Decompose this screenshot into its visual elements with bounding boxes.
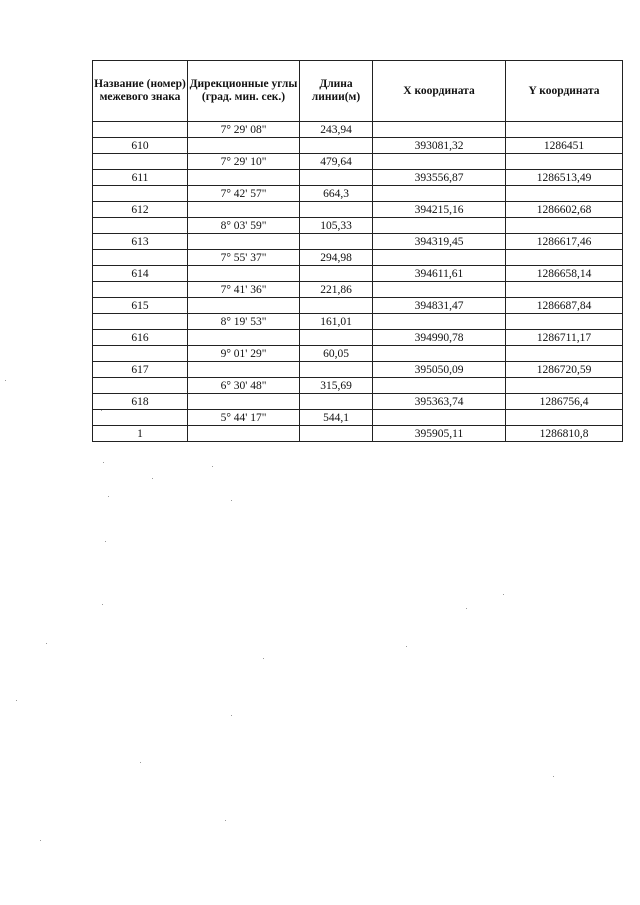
scan-speck xyxy=(103,462,104,463)
cell-line-length: 221,86 xyxy=(300,282,373,298)
cell-line-length: 60,05 xyxy=(300,346,373,362)
table-row xyxy=(93,250,623,266)
cell-y-coordinate: 1286602,68 xyxy=(506,202,623,218)
cell-y-coordinate: 1286810,8 xyxy=(506,426,623,442)
table-row xyxy=(93,234,623,250)
cell-direction-angle xyxy=(188,202,300,218)
table-row xyxy=(93,410,623,426)
cell-x-coordinate xyxy=(373,122,506,138)
table-row xyxy=(93,218,623,234)
scan-speck xyxy=(105,541,106,542)
cell-direction-angle: 8° 03' 59" xyxy=(188,218,300,234)
cell-x-coordinate xyxy=(373,154,506,170)
cell-y-coordinate xyxy=(506,314,623,330)
cell-y-coordinate xyxy=(506,154,623,170)
cell-direction-angle xyxy=(188,362,300,378)
cell-marker-name: 617 xyxy=(93,362,188,378)
header-x-coordinate: X координата xyxy=(373,61,506,122)
cell-x-coordinate xyxy=(373,346,506,362)
table-row xyxy=(93,314,623,330)
cell-direction-angle xyxy=(188,266,300,282)
cell-marker-name xyxy=(93,346,188,362)
scan-speck xyxy=(231,500,232,501)
scan-speck xyxy=(553,776,554,777)
cell-marker-name xyxy=(93,410,188,426)
cell-line-length xyxy=(300,330,373,346)
cell-direction-angle: 9° 01' 29" xyxy=(188,346,300,362)
cell-marker-name xyxy=(93,282,188,298)
cell-y-coordinate xyxy=(506,346,623,362)
scan-speck xyxy=(101,410,102,411)
table-row xyxy=(93,282,623,298)
cell-marker-name: 610 xyxy=(93,138,188,154)
table-row xyxy=(93,394,623,410)
scan-speck xyxy=(46,643,47,644)
scan-speck xyxy=(231,715,232,716)
cell-x-coordinate: 394611,61 xyxy=(373,266,506,282)
cell-y-coordinate: 1286513,49 xyxy=(506,170,623,186)
table-header-row xyxy=(93,61,623,122)
cell-marker-name: 613 xyxy=(93,234,188,250)
table-row xyxy=(93,298,623,314)
cell-x-coordinate xyxy=(373,282,506,298)
header-y-coordinate: Y координата xyxy=(506,61,623,122)
cell-y-coordinate xyxy=(506,250,623,266)
cell-x-coordinate xyxy=(373,186,506,202)
cell-marker-name: 1 xyxy=(93,426,188,442)
cell-line-length: 544,1 xyxy=(300,410,373,426)
cell-direction-angle: 5° 44' 17" xyxy=(188,410,300,426)
cell-line-length xyxy=(300,394,373,410)
table-row xyxy=(93,170,623,186)
scan-speck xyxy=(466,608,467,609)
cell-direction-angle: 7° 41' 36" xyxy=(188,282,300,298)
cell-line-length xyxy=(300,266,373,282)
cell-y-coordinate xyxy=(506,282,623,298)
cell-x-coordinate xyxy=(373,250,506,266)
cell-direction-angle: 7° 29' 10" xyxy=(188,154,300,170)
cell-marker-name xyxy=(93,218,188,234)
cell-marker-name xyxy=(93,314,188,330)
scan-speck xyxy=(225,820,226,821)
cell-line-length xyxy=(300,234,373,250)
cell-direction-angle: 8° 19' 53" xyxy=(188,314,300,330)
cell-x-coordinate: 393081,32 xyxy=(373,138,506,154)
cell-line-length: 315,69 xyxy=(300,378,373,394)
cell-marker-name: 618 xyxy=(93,394,188,410)
table-row xyxy=(93,346,623,362)
cell-marker-name: 616 xyxy=(93,330,188,346)
table-row xyxy=(93,138,623,154)
scan-speck xyxy=(263,658,264,659)
scan-speck xyxy=(40,840,41,841)
cell-line-length: 243,94 xyxy=(300,122,373,138)
scan-speck xyxy=(5,380,6,381)
cell-direction-angle: 7° 29' 08" xyxy=(188,122,300,138)
cell-y-coordinate xyxy=(506,218,623,234)
cell-y-coordinate: 1286617,46 xyxy=(506,234,623,250)
table-row xyxy=(93,362,623,378)
cell-x-coordinate xyxy=(373,314,506,330)
table-row xyxy=(93,378,623,394)
cell-marker-name: 614 xyxy=(93,266,188,282)
cell-marker-name: 612 xyxy=(93,202,188,218)
cell-direction-angle xyxy=(188,426,300,442)
boundary-coordinates-table xyxy=(92,60,623,442)
cell-direction-angle: 7° 42' 57" xyxy=(188,186,300,202)
cell-marker-name xyxy=(93,122,188,138)
table-row xyxy=(93,122,623,138)
cell-y-coordinate xyxy=(506,122,623,138)
scan-speck xyxy=(406,646,407,647)
cell-x-coordinate: 395050,09 xyxy=(373,362,506,378)
cell-x-coordinate: 395905,11 xyxy=(373,426,506,442)
cell-marker-name xyxy=(93,186,188,202)
cell-y-coordinate: 1286687,84 xyxy=(506,298,623,314)
cell-line-length xyxy=(300,362,373,378)
cell-x-coordinate xyxy=(373,410,506,426)
cell-y-coordinate: 1286658,14 xyxy=(506,266,623,282)
scan-speck xyxy=(108,496,109,497)
cell-direction-angle xyxy=(188,330,300,346)
cell-x-coordinate: 394215,16 xyxy=(373,202,506,218)
cell-direction-angle xyxy=(188,394,300,410)
cell-y-coordinate: 1286720,59 xyxy=(506,362,623,378)
cell-marker-name: 611 xyxy=(93,170,188,186)
table-row xyxy=(93,266,623,282)
cell-x-coordinate: 394319,45 xyxy=(373,234,506,250)
cell-line-length xyxy=(300,170,373,186)
cell-marker-name xyxy=(93,378,188,394)
cell-x-coordinate xyxy=(373,218,506,234)
cell-marker-name xyxy=(93,250,188,266)
cell-line-length: 294,98 xyxy=(300,250,373,266)
cell-line-length: 479,64 xyxy=(300,154,373,170)
cell-x-coordinate: 395363,74 xyxy=(373,394,506,410)
cell-direction-angle: 6° 30' 48" xyxy=(188,378,300,394)
cell-line-length xyxy=(300,426,373,442)
header-marker-name: Название (номер) межевого знака xyxy=(93,61,188,122)
scan-speck xyxy=(503,594,504,595)
scan-speck xyxy=(140,762,141,763)
header-direction-angle: Дирекционные углы (град. мин. сек.) xyxy=(188,61,300,122)
cell-marker-name xyxy=(93,154,188,170)
cell-x-coordinate: 394831,47 xyxy=(373,298,506,314)
table-body xyxy=(93,122,623,442)
cell-y-coordinate xyxy=(506,378,623,394)
scan-speck xyxy=(152,478,153,479)
cell-marker-name: 615 xyxy=(93,298,188,314)
cell-y-coordinate: 1286756,4 xyxy=(506,394,623,410)
cell-direction-angle xyxy=(188,234,300,250)
cell-x-coordinate xyxy=(373,378,506,394)
cell-y-coordinate: 1286451 xyxy=(506,138,623,154)
scan-speck xyxy=(212,466,213,467)
cell-y-coordinate xyxy=(506,410,623,426)
cell-y-coordinate: 1286711,17 xyxy=(506,330,623,346)
cell-direction-angle xyxy=(188,170,300,186)
cell-direction-angle xyxy=(188,298,300,314)
header-line-length: Длина линии(м) xyxy=(300,61,373,122)
table-row xyxy=(93,154,623,170)
scan-speck xyxy=(16,700,17,701)
cell-line-length: 105,33 xyxy=(300,218,373,234)
table-row xyxy=(93,426,623,442)
cell-line-length: 161,01 xyxy=(300,314,373,330)
cell-direction-angle xyxy=(188,138,300,154)
table-row xyxy=(93,330,623,346)
table-row xyxy=(93,186,623,202)
cell-x-coordinate: 394990,78 xyxy=(373,330,506,346)
cell-line-length xyxy=(300,138,373,154)
scan-speck xyxy=(102,604,103,605)
cell-y-coordinate xyxy=(506,186,623,202)
cell-direction-angle: 7° 55' 37" xyxy=(188,250,300,266)
cell-line-length: 664,3 xyxy=(300,186,373,202)
table-row xyxy=(93,202,623,218)
cell-line-length xyxy=(300,298,373,314)
cell-line-length xyxy=(300,202,373,218)
cell-x-coordinate: 393556,87 xyxy=(373,170,506,186)
